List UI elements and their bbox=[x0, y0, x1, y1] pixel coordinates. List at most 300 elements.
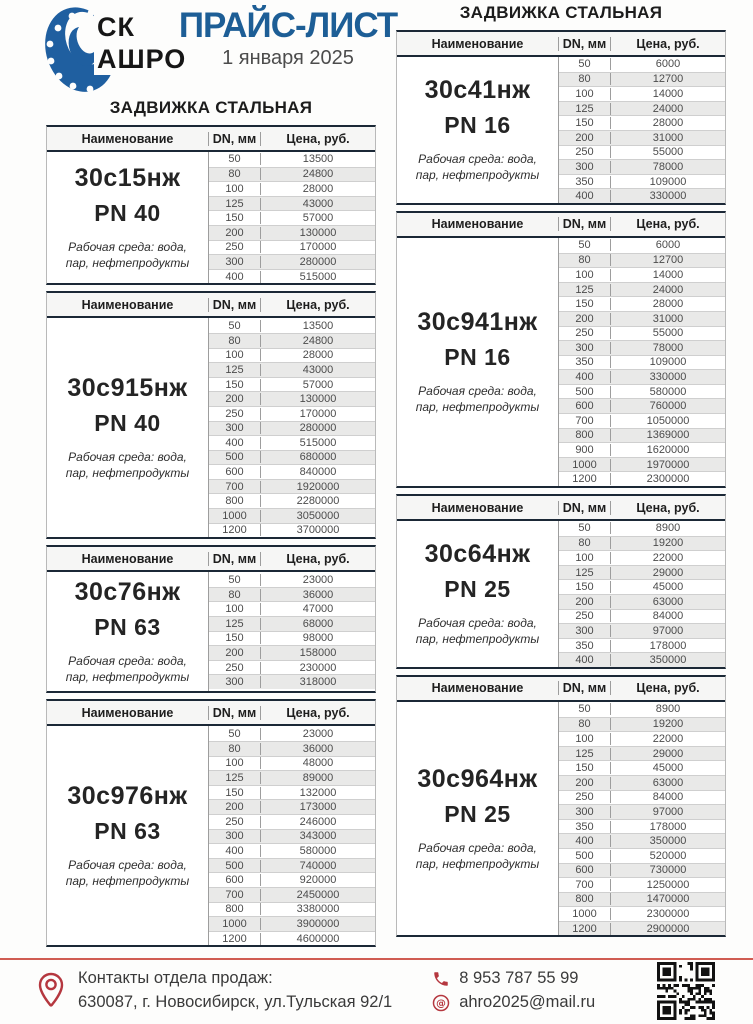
dn-value: 600 bbox=[559, 400, 611, 412]
dn-value: 50 bbox=[559, 703, 611, 715]
table-row bbox=[209, 887, 375, 902]
price-value: 22000 bbox=[652, 552, 684, 565]
dn-value: 500 bbox=[559, 386, 611, 398]
price-value: 173000 bbox=[299, 801, 337, 814]
dn-value: 1200 bbox=[209, 524, 261, 536]
dn-value: 400 bbox=[559, 190, 611, 202]
table-row bbox=[209, 785, 375, 800]
table-row bbox=[209, 631, 375, 646]
table-row bbox=[209, 450, 375, 465]
price-value: 3380000 bbox=[296, 903, 340, 916]
table-row bbox=[559, 369, 725, 384]
price-value: 12700 bbox=[652, 73, 684, 86]
table-row bbox=[209, 674, 375, 689]
price-table-30s15nzh bbox=[46, 125, 376, 285]
table-row bbox=[209, 616, 375, 631]
price-value: 1920000 bbox=[296, 480, 340, 493]
price-value: 63000 bbox=[652, 595, 684, 608]
table-row bbox=[559, 892, 725, 907]
price-value: 78000 bbox=[652, 160, 684, 173]
price-value: 55000 bbox=[652, 327, 684, 340]
working-medium-note: Рабочая среда: вода, пар, нефтепродукты bbox=[415, 841, 540, 871]
table-row bbox=[209, 196, 375, 211]
table-header-row bbox=[397, 677, 725, 702]
price-value: 68000 bbox=[302, 617, 334, 630]
phone-row bbox=[432, 967, 595, 991]
table-row bbox=[209, 181, 375, 196]
table-row bbox=[209, 814, 375, 829]
dn-value: 200 bbox=[559, 596, 611, 608]
col-header-price: Цена, руб. bbox=[636, 217, 700, 232]
dn-value: 200 bbox=[209, 393, 261, 405]
price-value: 130000 bbox=[299, 393, 337, 406]
price-value: 920000 bbox=[299, 874, 337, 887]
table-row bbox=[209, 479, 375, 494]
price-value: 14000 bbox=[652, 268, 684, 281]
table-row bbox=[209, 572, 375, 587]
table-row bbox=[559, 819, 725, 834]
table-row bbox=[209, 741, 375, 756]
dn-value: 150 bbox=[559, 762, 611, 774]
price-value: 13500 bbox=[302, 153, 334, 166]
price-value: 350000 bbox=[649, 835, 687, 848]
table-row bbox=[559, 521, 725, 536]
table-row bbox=[209, 318, 375, 333]
dn-value: 80 bbox=[559, 718, 611, 730]
product-model: 30с41нж bbox=[424, 76, 531, 105]
price-value: 680000 bbox=[299, 451, 337, 464]
price-value: 515000 bbox=[299, 436, 337, 449]
price-value: 89000 bbox=[302, 772, 334, 785]
dn-value: 80 bbox=[209, 743, 261, 755]
dn-value: 1000 bbox=[559, 459, 611, 471]
product-cell bbox=[397, 521, 559, 667]
table-row bbox=[559, 775, 725, 790]
price-value: 1970000 bbox=[646, 458, 690, 471]
price-value: 158000 bbox=[299, 647, 337, 660]
phone-number: 8 953 787 55 99 bbox=[459, 969, 579, 988]
product-pn: PN 25 bbox=[444, 801, 511, 828]
product-cell bbox=[47, 572, 209, 691]
right-column bbox=[396, 0, 726, 953]
price-value: 230000 bbox=[299, 661, 337, 674]
price-value: 84000 bbox=[652, 610, 684, 623]
dn-value: 250 bbox=[209, 408, 261, 420]
price-value: 29000 bbox=[652, 747, 684, 760]
table-row bbox=[559, 267, 725, 282]
product-cell bbox=[47, 152, 209, 283]
price-value: 730000 bbox=[649, 864, 687, 877]
email-at-icon bbox=[432, 994, 450, 1012]
working-medium-note: Рабочая среда: вода, пар, нефтепродукты bbox=[65, 450, 190, 480]
product-pn: PN 63 bbox=[94, 614, 161, 641]
table-row bbox=[209, 210, 375, 225]
price-value: 97000 bbox=[652, 624, 684, 637]
table-row bbox=[209, 391, 375, 406]
table-row bbox=[209, 645, 375, 660]
table-row bbox=[559, 253, 725, 268]
table-row bbox=[559, 550, 725, 565]
dn-value: 350 bbox=[559, 821, 611, 833]
dn-value: 100 bbox=[559, 733, 611, 745]
price-value: 28000 bbox=[302, 349, 334, 362]
price-value: 55000 bbox=[652, 146, 684, 159]
col-header-dn: DN, мм bbox=[209, 132, 261, 146]
dn-value: 500 bbox=[209, 451, 261, 463]
product-pn: PN 40 bbox=[94, 410, 161, 437]
product-model: 30с915нж bbox=[67, 374, 188, 403]
table-header-row bbox=[397, 496, 725, 521]
table-row bbox=[559, 57, 725, 72]
price-value: 170000 bbox=[299, 407, 337, 420]
price-value: 580000 bbox=[299, 844, 337, 857]
dn-value: 250 bbox=[559, 327, 611, 339]
price-value: 31000 bbox=[652, 312, 684, 325]
dn-value: 300 bbox=[209, 256, 261, 268]
price-table-30s64nzh bbox=[396, 494, 726, 669]
price-value: 98000 bbox=[302, 632, 334, 645]
price-table-30s964nzh bbox=[396, 675, 726, 938]
table-row bbox=[559, 906, 725, 921]
qr-code bbox=[657, 962, 715, 1020]
table-row bbox=[559, 804, 725, 819]
table-row bbox=[559, 296, 725, 311]
price-value: 2450000 bbox=[296, 888, 340, 901]
price-value: 280000 bbox=[299, 422, 337, 435]
price-value: 24000 bbox=[652, 283, 684, 296]
price-rows bbox=[209, 726, 375, 945]
table-row bbox=[209, 916, 375, 931]
col-header-price: Цена, руб. bbox=[286, 297, 350, 312]
dn-value: 300 bbox=[209, 676, 261, 688]
table-row bbox=[559, 565, 725, 580]
price-value: 19200 bbox=[652, 718, 684, 731]
dn-value: 400 bbox=[559, 654, 611, 666]
price-value: 8900 bbox=[655, 703, 681, 716]
table-header-row bbox=[47, 127, 375, 152]
table-row bbox=[209, 726, 375, 741]
dn-value: 100 bbox=[209, 183, 261, 195]
section-heading-right: ЗАДВИЖКА СТАЛЬНАЯ bbox=[459, 3, 663, 22]
price-value: 740000 bbox=[299, 859, 337, 872]
dn-value: 800 bbox=[209, 903, 261, 915]
price-value: 13500 bbox=[302, 319, 334, 332]
col-header-name: Наименование bbox=[47, 706, 209, 720]
dn-value: 125 bbox=[559, 567, 611, 579]
price-value: 57000 bbox=[302, 378, 334, 391]
price-value: 78000 bbox=[652, 341, 684, 354]
page-date: 1 января 2025 bbox=[222, 47, 354, 69]
dn-value: 700 bbox=[559, 879, 611, 891]
dn-value: 150 bbox=[209, 212, 261, 224]
section-heading-left: ЗАДВИЖКА СТАЛЬНАЯ bbox=[109, 98, 313, 117]
table-header-row bbox=[397, 32, 725, 57]
dn-value: 700 bbox=[209, 889, 261, 901]
table-row bbox=[209, 858, 375, 873]
price-value: 28000 bbox=[652, 298, 684, 311]
dn-value: 400 bbox=[559, 835, 611, 847]
table-row bbox=[209, 587, 375, 602]
table-row bbox=[559, 594, 725, 609]
table-header-row bbox=[47, 293, 375, 318]
table-header-row bbox=[47, 701, 375, 726]
table-row bbox=[209, 770, 375, 785]
price-value: 3700000 bbox=[296, 524, 340, 537]
dn-value: 200 bbox=[559, 313, 611, 325]
logo-text-bottom: АШРО bbox=[97, 44, 187, 74]
dn-value: 250 bbox=[209, 662, 261, 674]
table-row bbox=[209, 843, 375, 858]
title-block bbox=[174, 6, 402, 70]
price-rows bbox=[559, 702, 725, 936]
price-value: 280000 bbox=[299, 255, 337, 268]
price-value: 4600000 bbox=[296, 932, 340, 945]
table-header-row bbox=[397, 213, 725, 238]
product-model: 30с964нж bbox=[417, 765, 538, 794]
price-value: 2280000 bbox=[296, 495, 340, 508]
price-rows bbox=[209, 318, 375, 537]
table-row bbox=[559, 86, 725, 101]
table-row bbox=[209, 902, 375, 917]
dn-value: 250 bbox=[209, 816, 261, 828]
col-header-price: Цена, руб. bbox=[286, 551, 350, 566]
left-column bbox=[46, 0, 398, 953]
dn-value: 300 bbox=[559, 625, 611, 637]
price-value: 1470000 bbox=[646, 893, 690, 906]
dn-value: 200 bbox=[559, 777, 611, 789]
price-value: 24000 bbox=[652, 102, 684, 115]
contacts-address: 630087, г. Новосибирск, ул.Тульская 92/1 bbox=[78, 993, 393, 1011]
table-row bbox=[209, 362, 375, 377]
price-rows bbox=[559, 57, 725, 203]
price-value: 24800 bbox=[302, 168, 334, 181]
col-header-name: Наименование bbox=[397, 501, 559, 515]
page-header bbox=[46, 0, 398, 96]
price-value: 45000 bbox=[652, 762, 684, 775]
table-row bbox=[559, 623, 725, 638]
col-header-price: Цена, руб. bbox=[286, 131, 350, 146]
dn-value: 300 bbox=[209, 422, 261, 434]
dn-value: 100 bbox=[209, 757, 261, 769]
table-row bbox=[559, 340, 725, 355]
table-row bbox=[559, 702, 725, 717]
price-value: 45000 bbox=[652, 581, 684, 594]
price-value: 63000 bbox=[652, 776, 684, 789]
dn-value: 125 bbox=[559, 103, 611, 115]
price-value: 130000 bbox=[299, 226, 337, 239]
price-value: 246000 bbox=[299, 815, 337, 828]
price-table-30s76nzh bbox=[46, 545, 376, 693]
table-row bbox=[209, 152, 375, 167]
price-value: 178000 bbox=[649, 820, 687, 833]
table-row bbox=[559, 413, 725, 428]
working-medium-note: Рабочая среда: вода, пар, нефтепродукты bbox=[415, 152, 540, 182]
contacts-title: Контакты отдела продаж: bbox=[78, 969, 273, 988]
location-pin-icon bbox=[36, 971, 66, 1011]
price-value: 330000 bbox=[649, 190, 687, 203]
table-row bbox=[209, 167, 375, 182]
dn-value: 800 bbox=[209, 495, 261, 507]
price-value: 43000 bbox=[302, 197, 334, 210]
col-header-name: Наименование bbox=[397, 217, 559, 231]
table-row bbox=[209, 660, 375, 675]
dn-value: 150 bbox=[209, 632, 261, 644]
product-pn: PN 63 bbox=[94, 818, 161, 845]
product-model: 30с64нж bbox=[424, 540, 531, 569]
dn-value: 150 bbox=[559, 117, 611, 129]
dn-value: 250 bbox=[209, 241, 261, 253]
price-value: 29000 bbox=[652, 566, 684, 579]
dn-value: 250 bbox=[559, 791, 611, 803]
table-row bbox=[209, 348, 375, 363]
dn-value: 50 bbox=[209, 728, 261, 740]
price-value: 19200 bbox=[652, 537, 684, 550]
price-value: 12700 bbox=[652, 254, 684, 267]
dn-value: 80 bbox=[559, 254, 611, 266]
dn-value: 125 bbox=[559, 284, 611, 296]
working-medium-note: Рабочая среда: вода, пар, нефтепродукты bbox=[415, 616, 540, 646]
email-address: ahro2025@mail.ru bbox=[459, 993, 596, 1011]
table-row bbox=[559, 717, 725, 732]
table-row bbox=[559, 326, 725, 341]
price-value: 47000 bbox=[302, 603, 334, 616]
table-row bbox=[209, 377, 375, 392]
dn-value: 100 bbox=[559, 88, 611, 100]
price-value: 109000 bbox=[649, 356, 687, 369]
table-row bbox=[559, 457, 725, 472]
table-row bbox=[559, 130, 725, 145]
dn-value: 125 bbox=[209, 772, 261, 784]
price-value: 6000 bbox=[655, 239, 681, 252]
price-value: 350000 bbox=[649, 654, 687, 667]
col-header-price: Цена, руб. bbox=[636, 36, 700, 51]
dn-value: 150 bbox=[209, 787, 261, 799]
table-row bbox=[559, 790, 725, 805]
price-value: 840000 bbox=[299, 466, 337, 479]
table-row bbox=[209, 406, 375, 421]
price-value: 515000 bbox=[299, 270, 337, 283]
dn-value: 250 bbox=[559, 146, 611, 158]
col-header-price: Цена, руб. bbox=[636, 681, 700, 696]
table-row bbox=[209, 756, 375, 771]
table-row bbox=[559, 609, 725, 624]
price-value: 132000 bbox=[299, 786, 337, 799]
logo-text-top: СК bbox=[97, 12, 135, 42]
product-model: 30с976нж bbox=[67, 782, 188, 811]
dn-value: 400 bbox=[209, 437, 261, 449]
product-cell bbox=[47, 726, 209, 945]
dn-value: 50 bbox=[559, 58, 611, 70]
price-value: 8900 bbox=[655, 522, 681, 535]
price-value: 57000 bbox=[302, 212, 334, 225]
col-header-dn: DN, мм bbox=[209, 552, 261, 566]
table-row bbox=[559, 115, 725, 130]
price-value: 84000 bbox=[652, 791, 684, 804]
price-rows bbox=[559, 238, 725, 486]
table-header-row bbox=[47, 547, 375, 572]
price-value: 1369000 bbox=[646, 429, 690, 442]
product-model: 30с15нж bbox=[74, 164, 181, 193]
product-model: 30с941нж bbox=[417, 308, 538, 337]
price-value: 48000 bbox=[302, 757, 334, 770]
dn-value: 300 bbox=[559, 161, 611, 173]
dn-value: 350 bbox=[559, 176, 611, 188]
price-value: 318000 bbox=[299, 676, 337, 689]
col-header-dn: DN, мм bbox=[559, 501, 611, 515]
dn-value: 600 bbox=[209, 466, 261, 478]
dn-value: 200 bbox=[209, 801, 261, 813]
price-table-30s941nzh bbox=[396, 211, 726, 488]
dn-value: 300 bbox=[209, 830, 261, 842]
dn-value: 250 bbox=[559, 610, 611, 622]
table-row bbox=[209, 435, 375, 450]
table-row bbox=[209, 225, 375, 240]
dn-value: 125 bbox=[209, 198, 261, 210]
col-header-price: Цена, руб. bbox=[286, 705, 350, 720]
col-header-dn: DN, мм bbox=[209, 706, 261, 720]
table-row bbox=[559, 746, 725, 761]
price-value: 1050000 bbox=[646, 414, 690, 427]
price-value: 109000 bbox=[649, 175, 687, 188]
price-value: 1620000 bbox=[646, 444, 690, 457]
dn-value: 200 bbox=[209, 647, 261, 659]
dn-value: 900 bbox=[559, 444, 611, 456]
dn-value: 50 bbox=[209, 153, 261, 165]
dn-value: 150 bbox=[209, 379, 261, 391]
dn-value: 400 bbox=[209, 845, 261, 857]
dn-value: 50 bbox=[559, 239, 611, 251]
price-value: 28000 bbox=[302, 182, 334, 195]
table-row bbox=[559, 398, 725, 413]
col-header-dn: DN, мм bbox=[559, 37, 611, 51]
dn-value: 350 bbox=[559, 356, 611, 368]
price-value: 178000 bbox=[649, 639, 687, 652]
dn-value: 125 bbox=[559, 748, 611, 760]
dn-value: 100 bbox=[559, 552, 611, 564]
dn-value: 1000 bbox=[209, 918, 261, 930]
table-row bbox=[559, 760, 725, 775]
table-row bbox=[559, 848, 725, 863]
price-value: 1250000 bbox=[646, 878, 690, 891]
dn-value: 150 bbox=[559, 581, 611, 593]
price-value: 14000 bbox=[652, 87, 684, 100]
price-value: 760000 bbox=[649, 400, 687, 413]
table-row bbox=[559, 731, 725, 746]
dn-value: 800 bbox=[559, 429, 611, 441]
price-value: 170000 bbox=[299, 241, 337, 254]
contacts-text bbox=[78, 967, 392, 1015]
dn-value: 300 bbox=[559, 342, 611, 354]
dn-value: 1000 bbox=[209, 510, 261, 522]
price-value: 22000 bbox=[652, 732, 684, 745]
product-pn: PN 16 bbox=[444, 112, 511, 139]
price-value: 6000 bbox=[655, 58, 681, 71]
price-value: 97000 bbox=[652, 805, 684, 818]
price-value: 3900000 bbox=[296, 917, 340, 930]
phone-icon bbox=[432, 970, 450, 988]
dn-value: 1200 bbox=[559, 923, 611, 935]
table-row bbox=[559, 536, 725, 551]
price-value: 36000 bbox=[302, 742, 334, 755]
col-header-name: Наименование bbox=[397, 37, 559, 51]
table-row bbox=[559, 579, 725, 594]
table-row bbox=[559, 863, 725, 878]
price-table-30s915nzh bbox=[46, 291, 376, 539]
product-cell bbox=[397, 238, 559, 486]
dn-value: 100 bbox=[209, 349, 261, 361]
dn-value: 50 bbox=[209, 320, 261, 332]
dn-value: 700 bbox=[209, 481, 261, 493]
